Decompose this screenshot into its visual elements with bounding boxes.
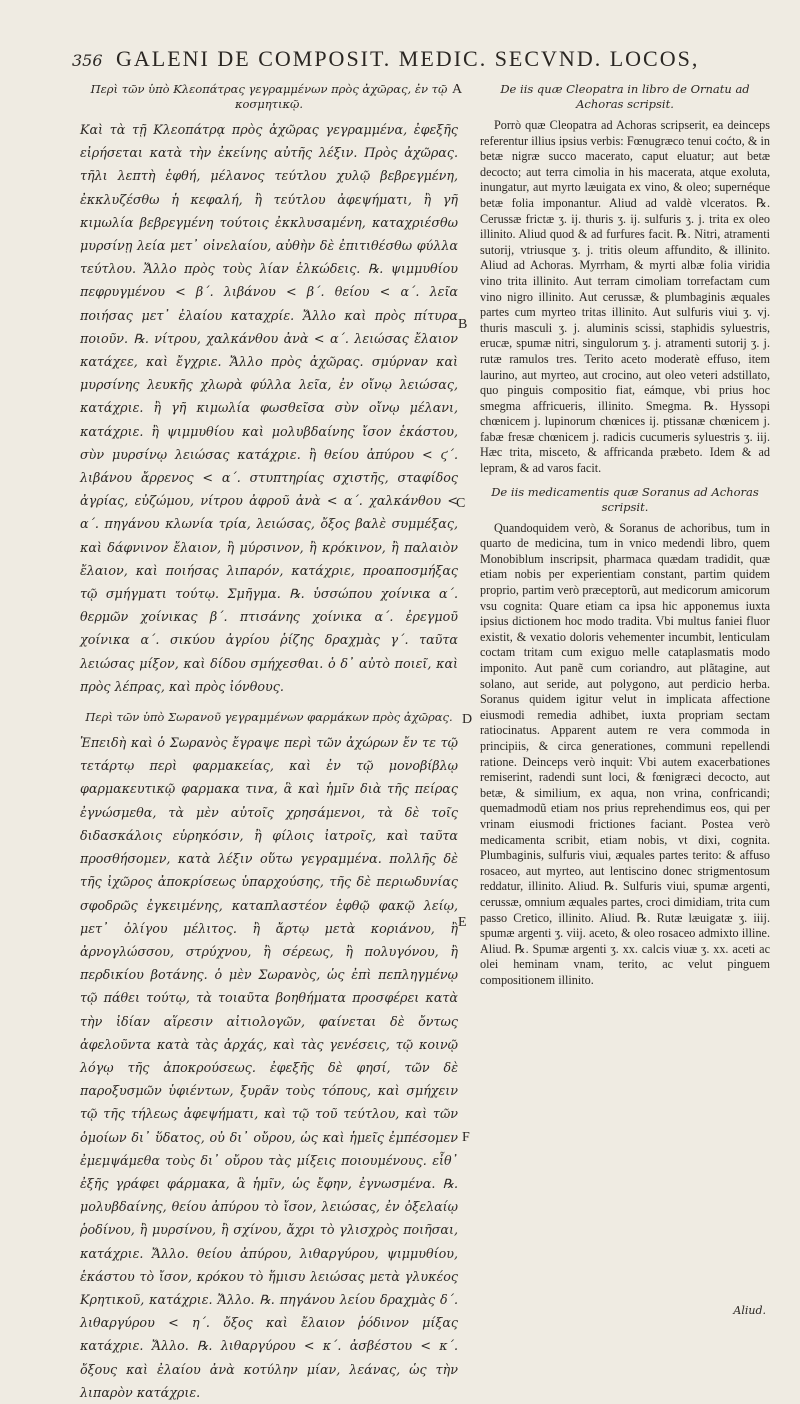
margin-letter-f: F [462, 1130, 470, 1145]
greek-column [80, 80, 458, 1404]
section-heading-latin-2: De iis medicamentis quæ Soranus ad Achoras scripsit. [491, 484, 759, 514]
greek-text-2: Ἐπειδὴ καὶ ὁ Σωρανὸς ἔγραψε περὶ τῶν ἀχώρων ἔν τε τῷ τετάρτῳ περὶ φαρμακείας, καὶ ἐν τῷ μονοβίβλῳ φαρμακευτικῷ φαρμακα τινα, ἃ καὶ ἡμῖν διὰ τῆς πείρας ἐγνώσμεθα, τὰ μὲν αὐτοῖς χρησάμενοι, τὰ δὲ τοῖς διδασκάλοις εὑρηκόσιν, ἢ φίλοις ἰατροῖς, καὶ ταῦτα προσθήσομεν, κατὰ λέξιν οὕτω γεγραμμένα. πολλῆς δὲ τῆς ἰχῶρος ἀποκρίσεως ὑπαρχούσης, τῆς δὲ περιωδυνίας σφοδρῶς ἐγκειμένης, καταπλαστέον ἑφθῷ φακῷ λείῳ, μετ᾽ ὀλίγου μέλιτος. ἢ ἄρτῳ μετὰ κοριάνου, ἢ ἀρνογλώσσου, στρύχνου, ἢ σέρεως, ἢ πολυγόνου, ἢ περδικίου βοτάνης. ὁ μὲν Σωρανὸς, ὡς ἐπὶ πεπληγμένῳ τῷ πάθει τούτῳ, τὰ τοιαῦτα βοηθήματα προσφέρει κατὰ τὴν ἰδίαν αἵρεσιν αἰτιολογῶν, φαίνεται δὲ ὄντως ἀφελοῦντα κατὰ τὰς ἀρχάς, καὶ τὰς γενέσεις, τῷ κοινῷ λόγῳ τῆς ἀποκρούσεως. ἐφεξῆς δὲ φησί, τῶν δὲ παροξυσμῶν ὑφιέντων, ξυρᾶν τοὺς τόπους, καὶ σμήχειν τῷ τῆς τήλεως ἀφεψήματι, καὶ τῷ τοῦ τεύτλου, καὶ τῶν ὁμοίων δι᾽ ὕδατος, οὐ δι᾽ οὔρου, ὡς καὶ ἡμεῖς ἐμπέσομεν ἐμεμψάμεθα τοὺς δι᾽ οὔρου τὰς μίξεις ποιουμένους. εἶθ᾽ ἐξῆς γράφει φάρμακα, ἃ ἡμῖν, ὡς ἔφην, ἐγνωσμένα. ℞. μολυβδαίνης, θείου ἀπύρου τὸ ἴσον, λειώσας, ἐν ὀξελαίῳ ῥοδίνου, ἢ μυρσίνου, ἢ σχίνου, ἄχρι τὸ γλισχρὸς ποιῆσαι, κατάχριε. Ἄλλο. θείου ἀπύρου, λιθαργύρου, ψιμμυθίου, ἑκάστου τὸ ἴσον, κρόκου τὸ ἥμισυ λειώσας μετὰ γλυκέος Κρητικοῦ, κατάχριε. Ἄλλο. ℞. πηγάνου λείου δραχμὰς δ΄. λιθαργύρου < η΄. ὄξος καὶ ἔλαιον ῥόδινον μίξας κατάχριε. Ἄλλο. ℞. λιθαργύρου < κ΄. ἀσβέστου < κ΄. ὄξους καὶ ἐλαίου ἀνὰ κοτύλην μίαν, λεάνας, ὡς τὴν λιπαρὸν κατάχριε. [80, 735, 458, 1400]
margin-letter-d: D [462, 712, 473, 727]
margin-letter-a: A [452, 82, 463, 97]
page-header [72, 46, 772, 80]
margin-letter-c: C [456, 496, 466, 511]
section-heading-greek-2: Περὶ τῶν ὑπὸ Σωρανοῦ γεγραμμένων φαρμάκων πρὸς ἀχῶρας. [85, 710, 453, 725]
margin-letter-b: B [458, 317, 468, 332]
section-heading-greek-1: Περὶ τῶν ὑπὸ Κλεοπάτρας γεγραμμένων πρὸς ἀχῶρας, ἐν τῷ κοσμητικῷ. [90, 82, 448, 111]
latin-text-1: Porrò quæ Cleopatra ad Achoras scripserit, ea deinceps referentur illius ipsius verbis: Fœnugræco tenui coćto, & in betæ nigræ succo macerato, caput eluatur; aut betæ decocto; aut terra cimolia in his macerata, atque exoluta, inungatur, aut myrto læuigata ex vino, & oleo; supernéque betæ folia imponantur. Aliud ad valdè vlceratos. ℞. Cerussæ frictæ ʒ. ij. thuris ʒ. ij. sulfuris ʒ. j. trita ex oleo illinito. Aliud quod & ad furfures facit. ℞. Nitri, atramenti sutorij, vtriusque ʒ. j. tritis oleum affundito, & illinito. Aliud ad Achoras. Myrrham, & myrti albæ folia viridia vino trita illinito. Aut terram cimoliam torrefactam cum vino nigro illinito. Aut cerussæ, & plumbaginis æquales partes cum myrteo tritas illinito. Aut sulfuris viui ʒ. vj. thuris masculi ʒ. j. aluminis scissi, staphidis syluestris, erucæ, spumæ nitri, singulorum ʒ. j. atramenti sutorij ʒ. j. rutæ ramulos tres. Terito aceto moderatè effuso, item laurino, aut myrteo, aut crocino, aut oleo veteri adstillato, quo pinguis compositio fiat, eámque, vbi prius hoc smegma affricueris, illinito. Smegma. ℞. Hyssopi chœnicem j. lupinorum chœnices ij. ptissanæ chœnicem j. fabæ fresæ chœnicem j. radicis cucumeris syluestris ʒ. iij. Hæc trita, misceto, & affricanda præbeto. Idem & ad lepram, & ad varos facit. [480, 118, 770, 476]
margin-letter-e: E [458, 915, 467, 930]
running-title: GALENI DE COMPOSIT. MEDIC. SECVND. LOCOS, [116, 46, 700, 71]
greek-text-1: Καὶ τὰ τῇ Κλεοπάτρᾳ πρὸς ἀχῶρας γεγραμμένα, ἐφεξῆς εἰρήσεται κατὰ τὴν ἐκείνης αὐτῆς λέξιν. Πρὸς ἀχῶρας. τῆλι λεπτὴ ἑφθή, μέλανος τεύτλου χυλῷ βεβρεγμένη, ἐκκλυζέσθω ἡ κεφαλή, ἢ τεύτλου ἀφεψήματι, ἢ γῆ κιμωλία βεβρεγμένη τούτοις ἐκκλυσαμένη, καταχριέσθω μυρσίνῃ λεία μετ᾽ οἰνελαίου, αὐθὴν δὲ ἐπιτιθέσθω φύλλα τεύτλου. Ἄλλο πρὸς τοὺς λίαν ἑλκώδεις. ℞. ψιμμυθίου πεφρυγμένου < β΄. λιβάνου < β΄. θείου < α΄. λεῖα ποιήσας μετ᾽ ἐλαίου καταχρίε. Ἄλλο καὶ πρὸς πίτυρα ποιοῦν. ℞. νίτρου, χαλκάνθου ἀνὰ < α΄. λειώσας ἔλαιον κατάχεε, καὶ ἔγχριε. Ἄλλο πρὸς ἀχῶρας. σμύρναν καὶ μυρσίνης λευκῆς χλωρὰ φύλλα λεῖα, ἐν οἴνῳ λειώσας, κατάχριε. ἢ γῆ κιμωλία φωσθεῖσα σὺν οἴνῳ μέλανι, κατάχριε. ἢ ψιμμυθίου καὶ μολυβδαίνης ἴσον ἑκάστου, σὺν μυρσίνῳ λειώσας κατάχριε. ἢ θείου ἀπύρου < ϛ΄. λιβάνου ἄρρενος < α΄. στυπτηρίας σχιστῆς, σταφίδος ἀγρίας, εὐζώμου, νίτρου ἀφροῦ ἀνὰ < α΄. χαλκάνθου < α΄. πηγάνου κλωνία τρία, λειώσας, ὄξος βαλὲ συμμέξας, καὶ δάφνινον ἔλαιον, ἢ μύρσινον, ἢ κρόκινον, ἢ παλαιὸν ἔλαιον, καὶ ποιήσας λιπαρόν, κατάχριε, προαποσμήξας τῷ σμήγματι τούτῳ. Σμῆγμα. ℞. ὑσσώπου χοίνικα α΄. θερμῶν χοίνικας β΄. πτισάνης χοίνικα α΄. ἐρεγμοῦ χοίνικα α΄. σικύου ἀγρίου ῥίζης δραχμὰς γ΄. ταῦτα λειώσας μίξον, καὶ δίδου σμήχεσθαι. ὁ δ᾽ αὐτὸ ποιεῖ, καὶ πρὸς λέπρας, καὶ πρὸς ἰόνθους. [80, 122, 458, 694]
page-number: 356 [72, 51, 103, 70]
section-heading-latin-1: De iis quæ Cleopatra in libro de Ornatu ad Achoras scripsit. [500, 82, 750, 111]
latin-text-2: Quandoquidem verò, & Soranus de achoribus, tum in quarto de medicina, tum in vnico medendi libro, quem Monobiblum inscripsit, pharmaca quædam tradidit, quæ etiam nobis per experientiam constant, partim quidem proprio, partim verò præceptorũ, aut medicorum amicorum vsu cognita: Quare etiam ca ipsa hic apponemus iuxta ipsius dictionem hoc modo tradita. Vbi multus faniei fluor existit, & vexatio doloris vehementer incumbit, lenticulam coctam tritam cum exiguo melle cataplasmatis modo imponito. Aut panẽ cum coriandro, aut plãtagine, aut solano, aut seride, aut polygono, aut perdicio herba. Soranus quidem igitur velut in implicata affectione eiusmodi remedia adhibet, iuxta propriam sectam ratiocinatus. Apparent autem re vera commoda in principiis, & circa generationes, communi repellendi ratione. Deinceps verò inquit: Vbi autem exacerbationes remiserint, radendi sunt loci, & fœnigræci decocto, aut betæ, & similium, ex aqua, non vrina, confricandi; quemadmodũ etiam nos prius reprehendimus eos, qui per vrinam eiusmodi frictiones faciant. Postea verò medicamenta scribit, etiam nobis, vt dixi, cognita. Plumbaginis, sulfuris viui, æquales partes terito: & affuso rosaceo, aut myrteo, aut lentiscino donec strigmentosum reddatur, illinito. Aliud. ℞. Sulfuris viui, spumæ argenti, cerussæ, omnium æquales partes, croci dimidiam, trita cum passo Cretico, illinito. Aliud. ℞. Rutæ læuigatæ ʒ. iiij. spumæ argenti ʒ. viij. aceto, & oleo rosaceo admixto illine. Aliud. ℞. Spumæ argenti ʒ. xx. calcis viuæ ʒ. xx. aceti ac olei heminam vnam, terito, ac velut pinguem compositionem illinito. [480, 520, 770, 987]
latin-column [480, 80, 770, 988]
catchword: Aliud. [733, 1304, 766, 1317]
